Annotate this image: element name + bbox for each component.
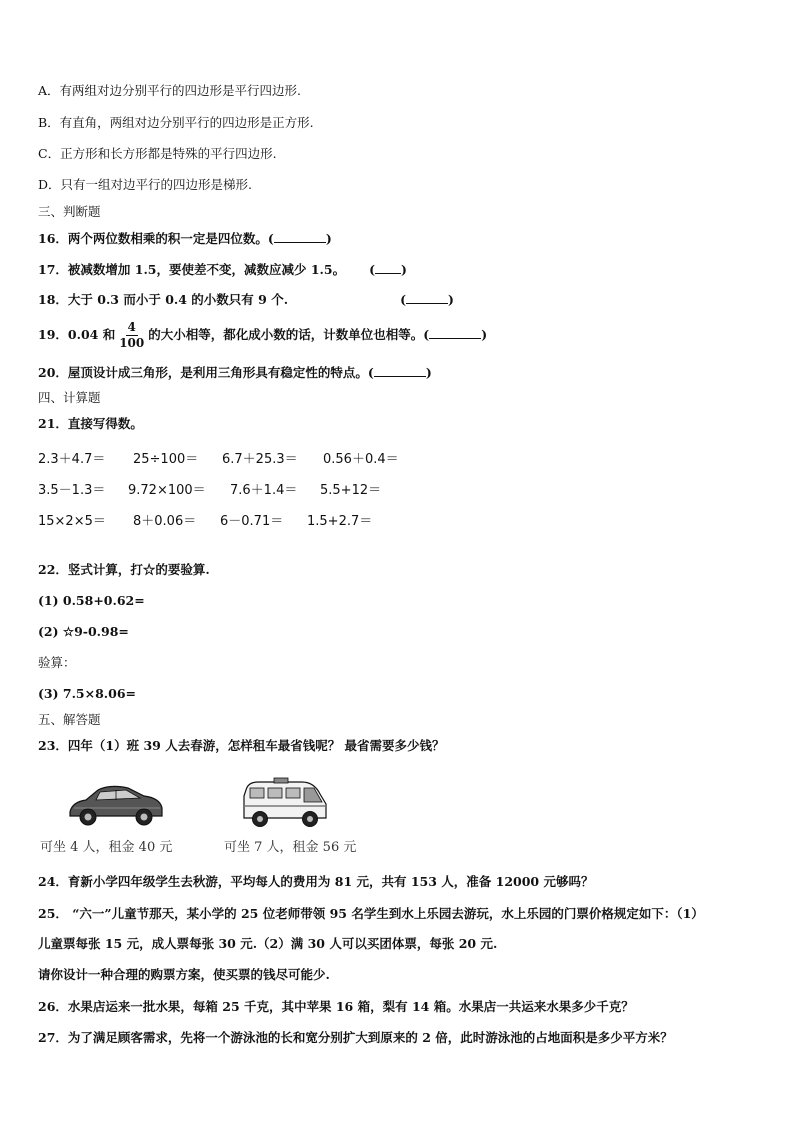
answer-blank-19[interactable] xyxy=(429,326,481,339)
calc-item: 8＋0.06＝ xyxy=(133,514,197,529)
question-20-text: 20．屋顶设计成三角形，是利用三角形具有稳定性的特点。( xyxy=(38,365,374,380)
question-25-line2: 儿童票每张 15 元，成人票每张 30 元.（2）满 30 人可以买团体票，每张 20 元. xyxy=(38,936,498,951)
question-17-text: 17．被减数增加 1.5，要使差不变，减数应减少 1.5。 xyxy=(38,262,346,277)
calc-item: 25÷100＝ xyxy=(133,452,199,467)
question-19 xyxy=(38,318,487,352)
paren-close: ) xyxy=(425,365,432,380)
calc-item: 3.5－1.3＝ xyxy=(38,483,106,498)
calc-item: 5.5+12＝ xyxy=(320,483,382,498)
calc-item: 1.5+2.7＝ xyxy=(307,514,373,529)
section-judge-heading: 三、判断题 xyxy=(38,204,101,219)
question-22-1: (1) 0.58+0.62= xyxy=(38,593,145,608)
question-19-post: 的大小相等，都化成小数的话，计数单位也相等。( xyxy=(148,327,430,342)
question-22: 22．竖式计算，打☆的要验算. xyxy=(38,562,210,577)
fraction-numerator: 4 xyxy=(127,320,136,334)
question-19-pre: 19．0.04 和 xyxy=(38,327,116,342)
verify-label: 验算： xyxy=(38,655,76,670)
paren-open: ( xyxy=(369,262,376,277)
question-24: 24．育新小学四年级学生去秋游，平均每人的费用为 81 元，共有 153 人，准备 12000 元够吗？ xyxy=(38,874,594,889)
calc-item: 7.6＋1.4＝ xyxy=(230,483,298,498)
answer-blank-17[interactable] xyxy=(375,261,401,274)
calc-item: 6.7＋25.3＝ xyxy=(222,452,298,467)
question-23: 23．四年（1）班 39 人去春游，怎样租车最省钱呢？ 最省需要多少钱？ xyxy=(38,738,445,753)
question-25-line1: 25． “六一”儿童节那天，某小学的 25 位老师带领 95 名学生到水上乐园去游玩，水上乐园的门票价格规定如下：（1） xyxy=(38,906,704,921)
van-caption: 可坐 7 人，租金 56 元 xyxy=(224,840,357,855)
section-answer-heading: 五、解答题 xyxy=(38,712,101,727)
question-18-text: 18．大于 0.3 而小于 0.4 的小数只有 9 个. xyxy=(38,292,289,307)
question-20 xyxy=(38,364,432,381)
fraction-denominator: 100 xyxy=(119,336,145,350)
calc-item: 0.56＋0.4＝ xyxy=(323,452,399,467)
option-c: C．正方形和长方形都是特殊的平行四边形. xyxy=(38,146,277,161)
calc-item: 9.72×100＝ xyxy=(128,483,206,498)
section-calc-heading: 四、计算题 xyxy=(38,390,101,405)
option-b: B．有直角，两组对边分别平行的四边形是正方形. xyxy=(38,115,314,130)
calc-item: 6－0.71＝ xyxy=(220,514,284,529)
calc-item: 2.3＋4.7＝ xyxy=(38,452,106,467)
van-icon xyxy=(240,776,330,832)
calc-item: 15×2×5＝ xyxy=(38,514,106,529)
question-16-text: 16．两个两位数相乘的积一定是四位数。( xyxy=(38,231,274,246)
question-22-2: (2) ☆9-0.98= xyxy=(38,624,129,639)
car-caption: 可坐 4 人，租金 40 元 xyxy=(40,840,173,855)
question-16 xyxy=(38,230,332,247)
option-a: A．有两组对边分别平行的四边形是平行四边形. xyxy=(38,83,302,98)
car-icon xyxy=(66,780,166,830)
paren-close: ) xyxy=(325,231,332,246)
paren-close: ) xyxy=(401,262,407,277)
answer-blank-18[interactable] xyxy=(406,291,448,304)
question-18 xyxy=(38,291,454,308)
answer-blank-16[interactable] xyxy=(274,230,326,243)
question-22-3: (3) 7.5×8.06= xyxy=(38,686,137,701)
answer-blank-20[interactable] xyxy=(374,364,426,377)
question-21: 21．直接写得数。 xyxy=(38,416,143,431)
question-17 xyxy=(38,261,407,278)
option-d: D．只有一组对边平行的四边形是梯形. xyxy=(38,177,252,192)
paren-open: ( xyxy=(400,292,406,307)
question-26: 26．水果店运来一批水果，每箱 25 千克，其中苹果 16 箱，梨有 14 箱。水果店一共运来水果多少千克？ xyxy=(38,999,634,1014)
paren-close: ) xyxy=(481,327,488,342)
paren-close: ) xyxy=(447,292,454,307)
question-27: 27．为了满足顾客需求，先将一个游泳池的长和宽分别扩大到原来的 2 倍，此时游泳池的占地面积是多少平方米？ xyxy=(38,1030,673,1045)
fraction-4-100 xyxy=(117,320,146,351)
question-25-line3: 请你设计一种合理的购票方案，使买票的钱尽可能少. xyxy=(38,967,330,982)
